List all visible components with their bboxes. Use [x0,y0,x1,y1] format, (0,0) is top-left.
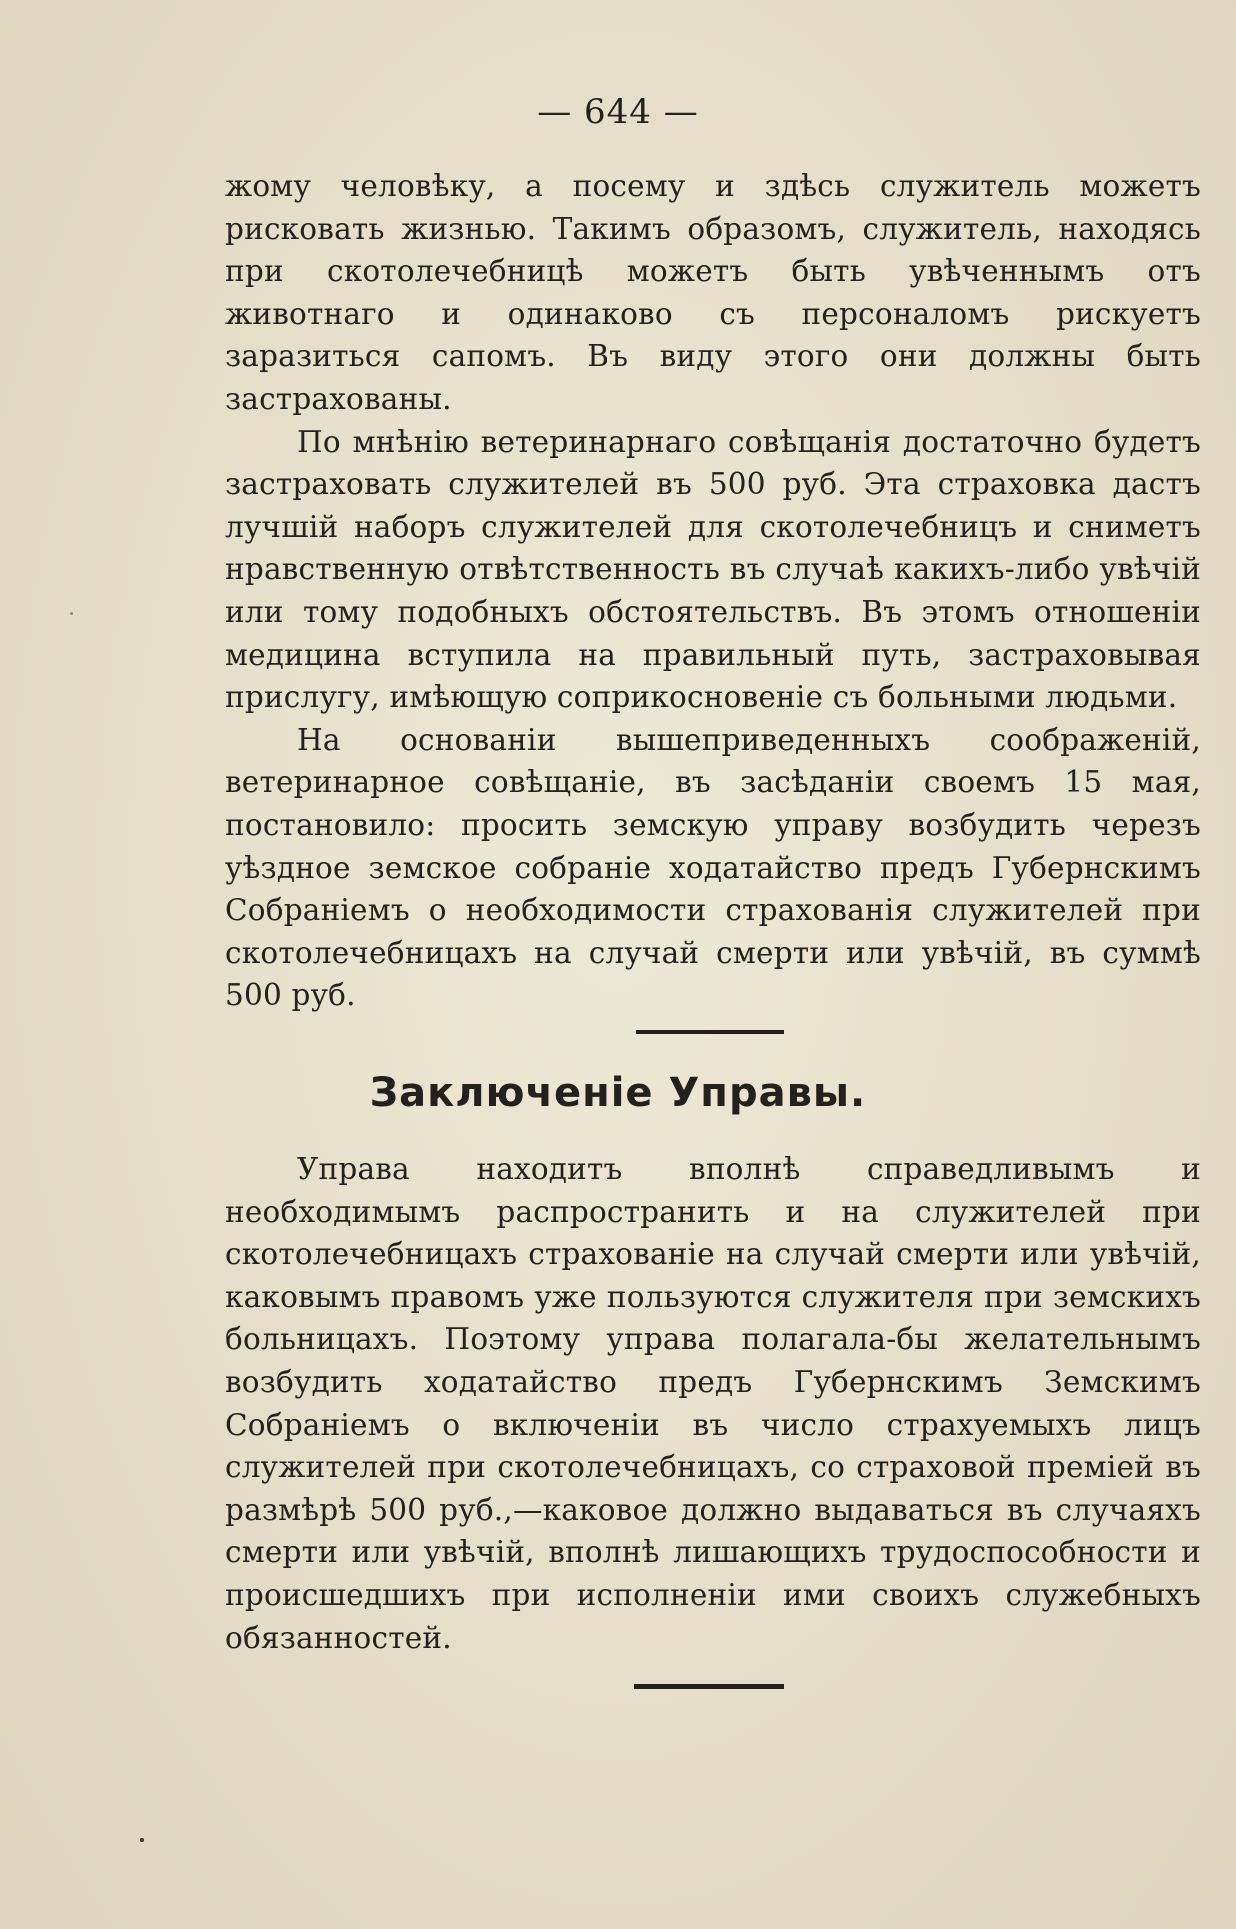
paragraph: Управа находитъ вполнѣ справедливымъ и необходимымъ распространить и на служителей при скотолечебницахъ страхованіе на случай смерти или увѣчій, каковымъ правомъ уже пользуются служителя при земскихъ больницахъ. Поэтому управа полагала-бы желательнымъ возбудить ходатайство предъ Губернскимъ Земскимъ Собраніемъ о включеніи въ число страхуемыхъ лицъ служителей при скотолечебницахъ, со страховой преміей въ размѣрѣ 500 руб.,—каковое должно выдаваться въ случаяхъ смерти или увѣчій, вполнѣ лишающихъ трудоспособности и происшедшихъ при исполненіи ими своихъ служебныхъ обязанностей. [225,1152,1201,1655]
paragraph: На основаніи вышеприведенныхъ соображеній, ветеринарное совѣщаніе, въ засѣданіи своемъ 15 мая, постановило: просить земскую управу возбудить черезъ уѣздное земское собраніе ходатайство предъ Губернскимъ Собраніемъ о необходимости страхованія служителей при скотолечебницахъ на случай смерти или увѣчій, въ суммѣ 500 руб. [225,722,1201,1013]
section-heading: Заключеніе Управы. [369,1070,867,1116]
section-2-body [225,1148,1201,1659]
section-1-body [225,165,1201,1017]
paragraph: По мнѣнію ветеринарнаго совѣщанія достаточно будетъ застраховать служителей въ 500 руб. Эта страховка дастъ лучшій наборъ служителей для скотолечебницъ и сниметъ нравственную отвѣтственность въ случаѣ какихъ-либо увѣчій или тому подобныхъ обстоятельствъ. Въ этомъ отношеніи медицина вступила на правильный путь, застраховывая прислугу, имѣющую соприкосновеніе съ больными людьми. [225,424,1201,715]
ink-speck [70,612,73,615]
paragraph: жому человѣку, а посему и здѣсь служитель можетъ рисковать жизнью. Такимъ образомъ, служитель, находясь при скотолечебницѣ можетъ быть увѣченнымъ отъ животнаго и одинаково съ персоналомъ рискуетъ заразиться сапомъ. Въ виду этого они должны быть застрахованы. [225,169,1201,416]
section-divider [636,1030,784,1034]
ink-speck [140,1838,144,1842]
end-divider [634,1684,784,1689]
page-number: — 644 — [537,92,699,132]
